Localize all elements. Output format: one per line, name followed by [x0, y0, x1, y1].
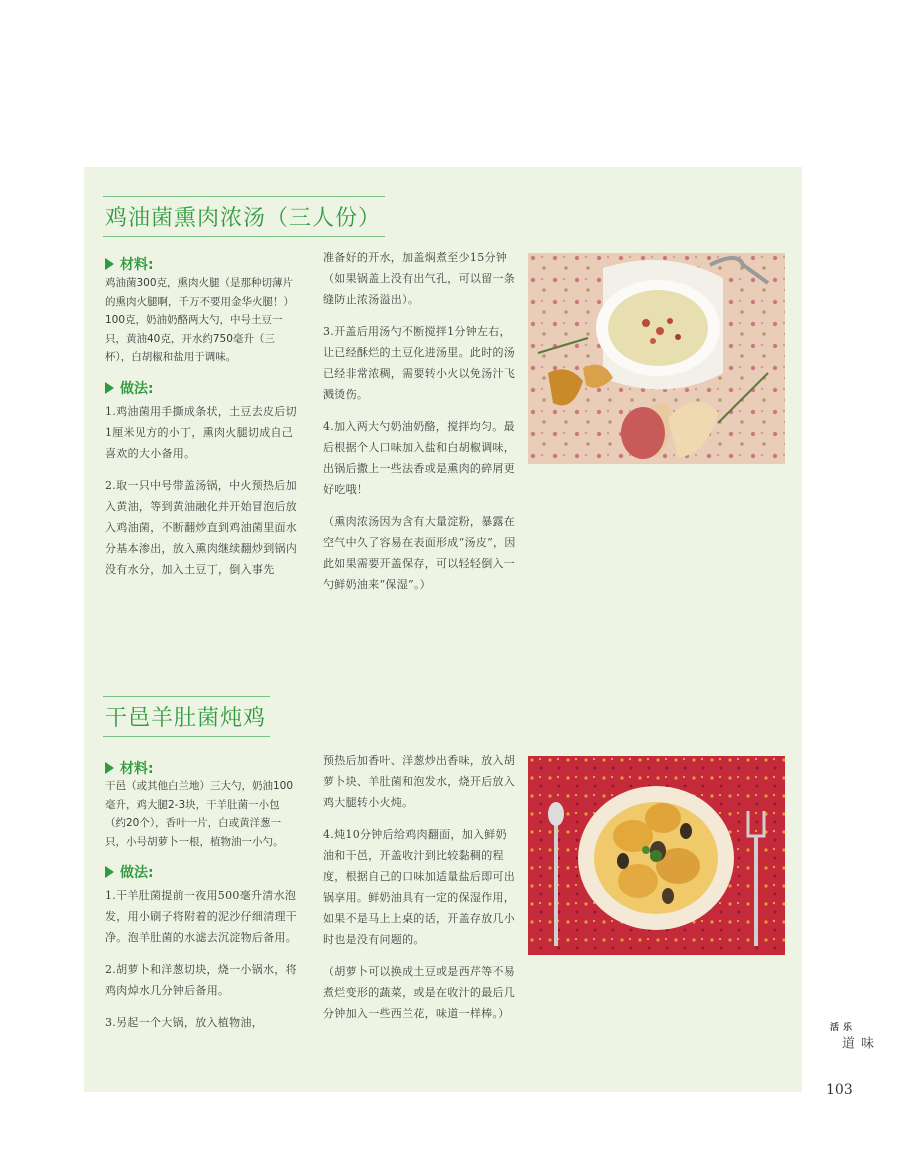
method-step: 准备好的开水，加盖焖煮至少15分钟（如果锅盖上没有出气孔，可以留一条缝防止浓汤溢出）。: [323, 251, 516, 306]
method-step: 2.取一只中号带盖汤锅，中火预热后加入黄油，等到黄油融化并开始冒泡后放入鸡油菌，不断翻炒直到鸡油菌里面水分基本渗出，放入熏肉继续翻炒到锅内没有水分，加入土豆丁，倒入事先: [105, 479, 298, 576]
recipe-2-title: 干邑羊肚菌炖鸡: [103, 696, 270, 737]
method-step: 3.开盖后用汤勺不断搅拌1分钟左右，让已经酥烂的土豆化进汤里。此时的汤已经非常浓稠，需要转小火以免汤汁飞溅烫伤。: [323, 325, 516, 401]
method-step: 1.鸡油菌用手撕成条状，土豆去皮后切1厘米见方的小丁，熏肉火腿切成自己喜欢的大小备用。: [105, 405, 297, 460]
recipe-2-ingredients-heading: [105, 758, 154, 778]
method-heading-label: 做法:: [120, 865, 154, 881]
method-step: 预热后加香叶、洋葱炒出香味，放入胡萝卜块、羊肚菌和泡发水，烧开后放入鸡大腿转小火炖。: [323, 754, 516, 809]
method-note: （熏肉浓汤因为含有大量淀粉，暴露在空气中久了容易在表面形成“汤皮”，因此如果需要开盖保存，可以轻轻倒入一勺鲜奶油来“保湿”。）: [323, 515, 516, 591]
recipe-2-method-column-1: [105, 885, 298, 1044]
arrow-right-icon: [105, 382, 114, 394]
ingredients-heading-label: 材料:: [120, 257, 154, 273]
method-heading-label: 做法:: [120, 381, 154, 397]
section-label-big: 味道: [839, 1036, 873, 1051]
recipe-1-method-column-1: [105, 401, 298, 591]
recipe-1-method-heading: [105, 378, 154, 398]
page-number: 103: [826, 1082, 853, 1098]
recipe-1-ingredients: 鸡油菌300克，熏肉火腿（是那种切薄片的熏肉火腿啊，千万不要用金华火腿！）100克，奶油奶酪两大勺，中号土豆一只，黄油40克，开水约750毫升（三杯），白胡椒和盐用于调味。: [105, 277, 294, 363]
recipe-2-method-heading: [105, 862, 154, 882]
soup-photo: [528, 253, 785, 464]
method-step: 1.干羊肚菌提前一夜用500毫升清水泡发，用小刷子将附着的泥沙仔细清理干净。泡羊肚菌的水滤去沉淀物后备用。: [105, 889, 298, 944]
arrow-right-icon: [105, 258, 114, 270]
arrow-right-icon: [105, 866, 114, 878]
method-note: （胡萝卜可以换成土豆或是西芹等不易煮烂变形的蔬菜，或是在收汁的最后几分钟加入一些西兰花，味道一样棒。）: [323, 965, 516, 1020]
method-step: 4.加入两大勺奶油奶酪，搅拌均匀。最后根据个人口味加入盐和白胡椒调味，出锅后撒上一些法香或是熏肉的碎屑更好吃哦！: [323, 420, 516, 496]
recipe-1-title: 鸡油菌熏肉浓汤（三人份）: [103, 196, 385, 237]
recipe-1-ingredients-heading: [105, 254, 154, 274]
recipe-2-ingredients: 干邑（或其他白兰地）三大勺，奶油100毫升，鸡大腿2-3块，干羊肚菌一小包（约20个），香叶一片，白或黄洋葱一只，小号胡萝卜一根，植物油一小勺。: [105, 780, 294, 848]
section-label-small: 乐活: [828, 1022, 851, 1032]
method-step: 4.炖10分钟后给鸡肉翻面，加入鲜奶油和干邑，开盖收汁到比较黏稠的程度，根据自己的口味加适量盐后即可出锅享用。鲜奶油具有一定的保湿作用，如果不是马上上桌的话，开盖存放几小时也是没有问题的。: [323, 828, 516, 946]
recipe-1-method-column-2: [323, 247, 517, 606]
method-step: 2.胡萝卜和洋葱切块，烧一小锅水，将鸡肉焯水几分钟后备用。: [105, 963, 297, 997]
arrow-right-icon: [105, 762, 114, 774]
method-step: 3.另起一个大锅，放入植物油，: [105, 1016, 263, 1029]
chicken-photo: [528, 756, 785, 955]
ingredients-heading-label: 材料:: [120, 761, 154, 777]
recipe-2-method-column-2: [323, 750, 517, 1035]
